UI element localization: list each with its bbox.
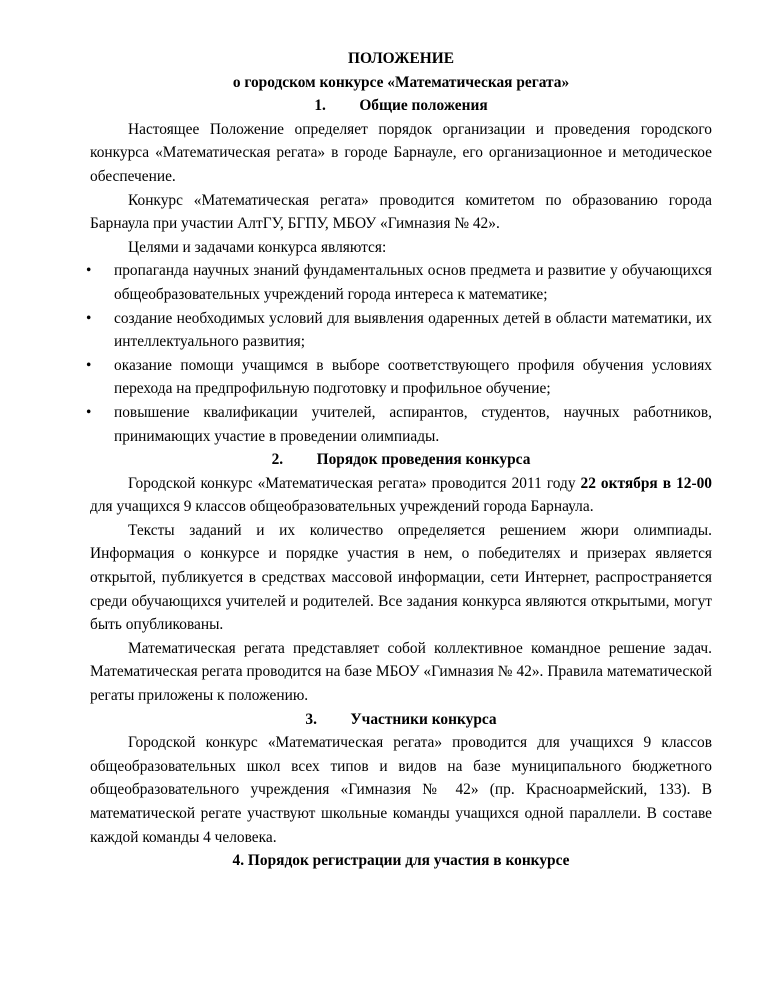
paragraph: Настоящее Положение определяет порядок организации и проведения городского конкурса «Математическая регата» в городе Барнауле, его организационное и методическое обеспечение. — [90, 120, 712, 185]
text-run: Городской конкурс «Математическая регата» проводится 2011 году — [128, 474, 581, 492]
section-2-heading — [90, 448, 712, 472]
section-number: 3. — [305, 710, 317, 728]
text-run: для учащихся 9 классов общеобразовательных учреждений города Барнаула. — [90, 498, 594, 516]
section-number: 1. — [314, 97, 326, 115]
section-3-heading — [90, 708, 712, 732]
document-subtitle: о городском конкурсе «Математическая регата» — [232, 73, 570, 91]
list-item-text: оказание помощи учащимся в выборе соответствующего профиля обучения условиях перехода на предпрофильную подготовку и профильное обучение; — [114, 356, 712, 398]
bullet-icon: • — [86, 262, 92, 280]
paragraph: Городской конкурс «Математическая регата» проводится для учащихся 9 классов общеобразовательных школ всех типов и видов на базе муниципального бюджетного общеобразовательного учреждения «Гимназия № 42» (пр. Красноармейский, 133). В математической регате участвуют школьные команды учащихся одной параллели. В составе каждой команды 4 человека. — [90, 734, 712, 846]
list-item-text: пропаганда научных знаний фундаментальных основ предмета и развитие у обучающихся общеобразовательных учреждений города интереса к математике; — [114, 262, 712, 303]
bullet-icon: • — [86, 403, 92, 421]
list-item — [86, 401, 712, 448]
section-1-heading — [90, 94, 712, 118]
list-item — [86, 259, 712, 306]
event-date: 22 октября в 12-00 — [580, 474, 712, 492]
document-title: ПОЛОЖЕНИЕ — [348, 50, 454, 67]
section-number: 2. — [271, 451, 284, 469]
paragraph — [90, 472, 712, 519]
list-item — [86, 307, 712, 354]
paragraph: Тексты заданий и их количество определяется решением жюри олимпиады. Информация о конкурсе и порядке участия в нем, о победителях и призерах является открытой, публикуется в средствах массовой информации, сети Интернет, распространяется среди обучающихся учителей и родителей. Все задания конкурса являются открытыми, могут быть опубликованы. — [90, 521, 712, 634]
list-item — [86, 354, 712, 401]
bullet-icon: • — [86, 309, 92, 327]
goals-list — [86, 259, 712, 448]
section-title: Общие положения — [359, 97, 488, 115]
list-item-text: повышение квалификации учителей, аспирантов, студентов, научных работников, принимающих участие в проведении олимпиады. — [114, 403, 712, 445]
paragraph: Конкурс «Математическая регата» проводится комитетом по образованию города Барнаула при участии АлтГУ, БГПУ, МБОУ «Гимназия № 42». — [90, 191, 712, 233]
section-title: Порядок проведения конкурса — [316, 451, 531, 469]
section-4-heading: 4. Порядок регистрации для участия в конкурсе — [232, 852, 570, 870]
document-body — [86, 47, 712, 873]
paragraph: Математическая регата представляет собой коллективное командное решение задач. Математическая регата проводится на базе МБОУ «Гимназия № 42». Правила математической регаты приложены к положению. — [90, 639, 712, 705]
list-item-text: создание необходимых условий для выявления одаренных детей в области математики, их интеллектуального развития; — [114, 309, 712, 351]
section-title: Участники конкурса — [350, 710, 497, 728]
bullet-icon: • — [86, 356, 92, 374]
paragraph: Целями и задачами конкурса являются: — [128, 238, 387, 256]
